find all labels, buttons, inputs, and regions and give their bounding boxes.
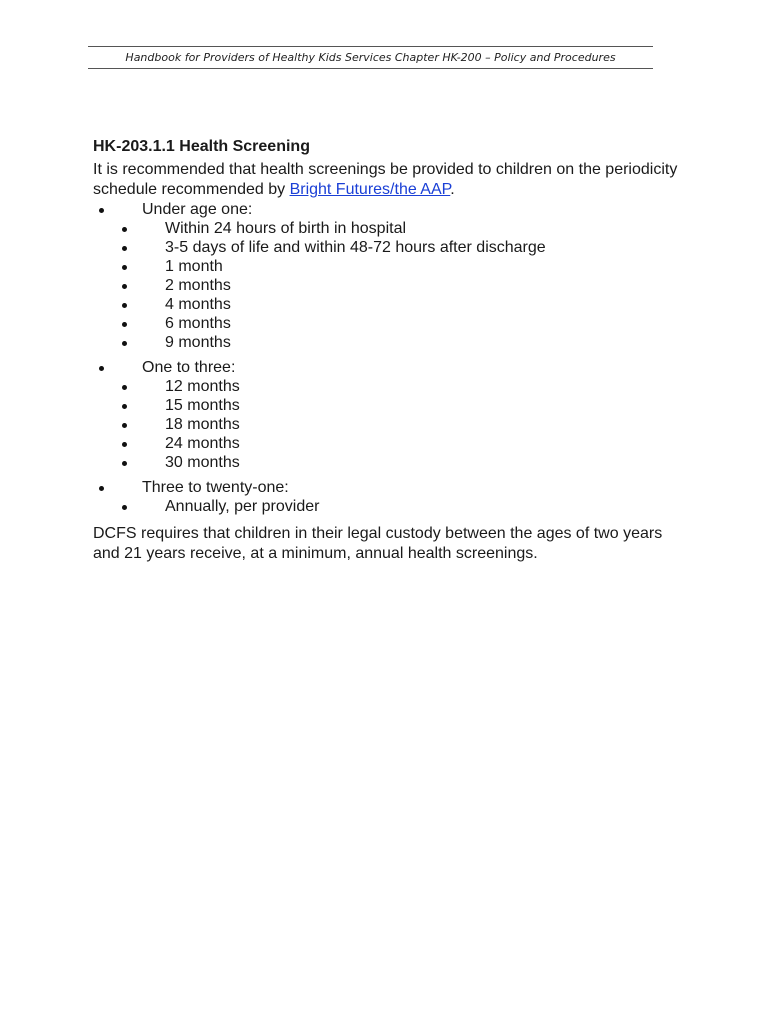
list-item bbox=[93, 257, 693, 276]
group-one-to-three bbox=[93, 358, 693, 472]
list-item-text: 12 months bbox=[165, 378, 240, 395]
bullet-icon bbox=[122, 341, 127, 346]
list-item-text: 15 months bbox=[165, 397, 240, 414]
bullet-icon bbox=[122, 246, 127, 251]
bullet-icon bbox=[99, 486, 104, 491]
bullet-icon bbox=[122, 505, 127, 510]
intro-text: It is recommended that health screenings be provided to children on the periodicity schedule recommended by bbox=[93, 161, 678, 198]
schedule-list bbox=[93, 200, 693, 516]
list-item bbox=[93, 434, 693, 453]
list-item bbox=[93, 497, 693, 516]
page-header bbox=[88, 46, 653, 69]
list-item-text: 24 months bbox=[165, 435, 240, 452]
group-label: One to three: bbox=[142, 359, 236, 376]
list-item bbox=[93, 238, 693, 257]
bullet-icon bbox=[122, 461, 127, 466]
bullet-icon bbox=[122, 227, 127, 232]
bright-futures-link[interactable]: Bright Futures/the AAP bbox=[289, 181, 451, 198]
list-item bbox=[93, 333, 693, 352]
group-under-one bbox=[93, 200, 693, 352]
group-items bbox=[142, 377, 693, 472]
group-three-to-twenty-one bbox=[93, 478, 693, 516]
list-item bbox=[93, 276, 693, 295]
bullet-icon bbox=[122, 284, 127, 289]
list-item-text: 1 month bbox=[165, 258, 223, 275]
bullet-icon bbox=[122, 322, 127, 327]
list-item-text: 3-5 days of life and within 48-72 hours after discharge bbox=[165, 239, 546, 256]
bullet-icon bbox=[122, 404, 127, 409]
list-item bbox=[93, 396, 693, 415]
header-title: Handbook for Providers of Healthy Kids Services Chapter HK-200 – Policy and Procedures bbox=[125, 51, 616, 64]
group-label: Three to twenty-one: bbox=[142, 479, 289, 496]
intro-paragraph bbox=[93, 160, 693, 200]
list-item-text: Annually, per provider bbox=[165, 498, 320, 515]
bullet-icon bbox=[99, 366, 104, 371]
group-items bbox=[142, 219, 693, 352]
list-item bbox=[93, 219, 693, 238]
list-item-text: Within 24 hours of birth in hospital bbox=[165, 220, 407, 237]
list-item-text: 6 months bbox=[165, 315, 231, 332]
bullet-icon bbox=[122, 385, 127, 390]
list-item-text: 9 months bbox=[165, 334, 231, 351]
list-item-text: 18 months bbox=[165, 416, 240, 433]
bullet-icon bbox=[99, 208, 104, 213]
document-body bbox=[93, 137, 693, 564]
bullet-icon bbox=[122, 265, 127, 270]
list-item bbox=[93, 453, 693, 472]
closing-paragraph: DCFS requires that children in their legal custody between the ages of two years and 21 years receive, at a minimum, annual health screenings. bbox=[93, 525, 663, 562]
group-items bbox=[142, 497, 693, 516]
section-heading: HK-203.1.1 Health Screening bbox=[93, 138, 310, 155]
list-item-text: 2 months bbox=[165, 277, 231, 294]
bullet-icon bbox=[122, 442, 127, 447]
group-label: Under age one: bbox=[142, 201, 253, 218]
list-item bbox=[93, 295, 693, 314]
bullet-icon bbox=[122, 303, 127, 308]
intro-end: . bbox=[450, 181, 455, 198]
list-item bbox=[93, 415, 693, 434]
list-item-text: 30 months bbox=[165, 454, 240, 471]
list-item bbox=[93, 314, 693, 333]
bullet-icon bbox=[122, 423, 127, 428]
list-item bbox=[93, 377, 693, 396]
list-item-text: 4 months bbox=[165, 296, 231, 313]
